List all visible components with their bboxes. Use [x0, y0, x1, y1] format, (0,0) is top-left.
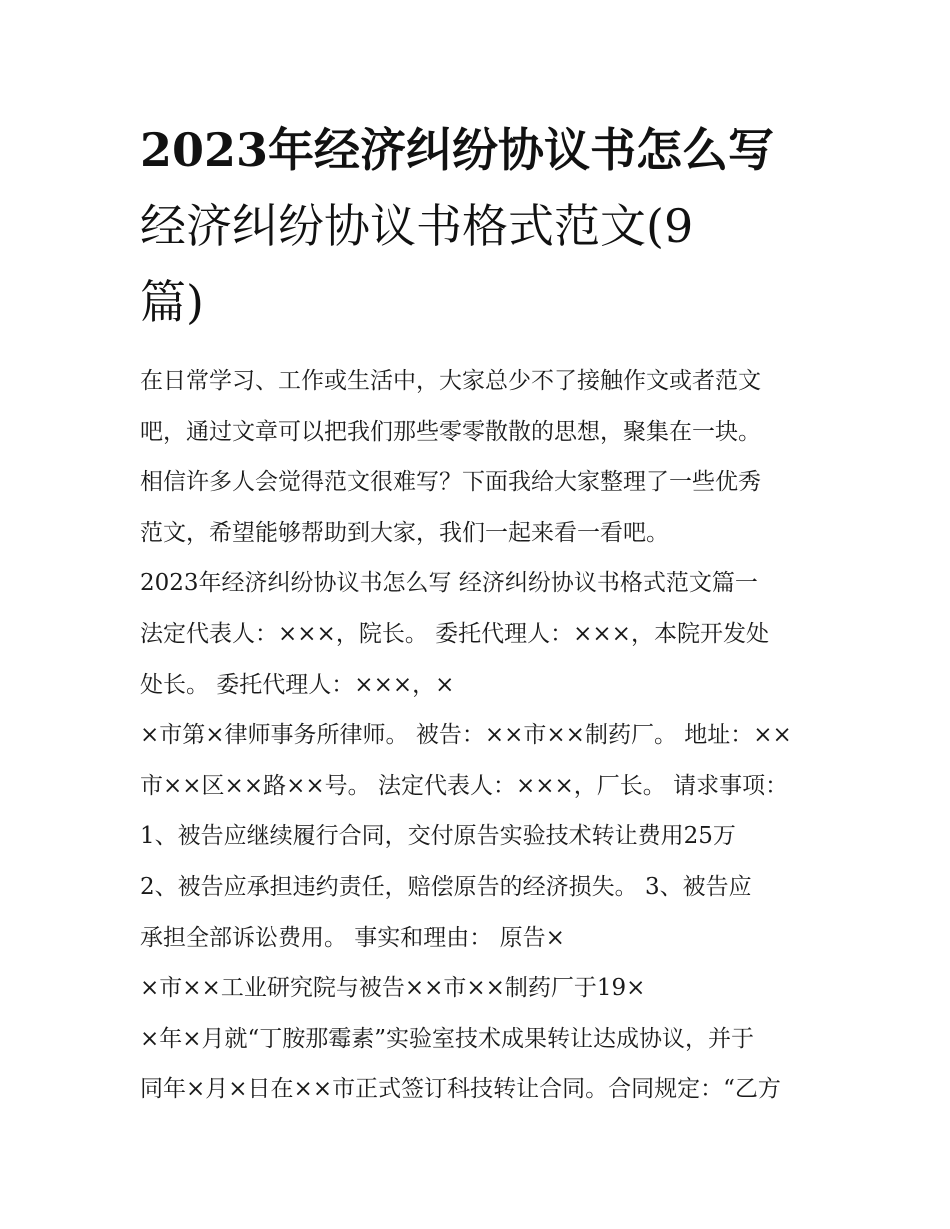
- body-line: 同年×月×日在××市正式签订科技转让合同。合同规定：“乙方: [140, 1076, 781, 1103]
- body-line: 市××区××路××号。 法定代表人：×××，厂长。 请求事项：: [140, 772, 789, 799]
- body-line: ×市××工业研究院与被告××市××制药厂于19×: [140, 975, 646, 1002]
- body-line: 2023年经济纠纷协议书怎么写 经济纠纷协议书格式范文篇一: [140, 570, 758, 597]
- body-line: 承担全部诉讼费用。 事实和理由： 原告×: [140, 924, 565, 951]
- title-line: 经济纠纷协议书格式范文(9: [140, 199, 694, 253]
- body-line: 法定代表人：×××，院长。 委托代理人：×××，本院开发处: [140, 620, 769, 647]
- document-title: [140, 112, 820, 340]
- body-line: 范文，希望能够帮助到大家，我们一起来看一看吧。: [140, 519, 669, 546]
- body-line: 吧，通过文章可以把我们那些零零散散的思想，聚集在一块。: [140, 418, 761, 445]
- title-line: 2023年经济纠纷协议书怎么写: [140, 123, 775, 177]
- body-line: 相信许多人会觉得范文很难写？下面我给大家整理了一些优秀: [140, 469, 761, 496]
- body-line: 1、被告应继续履行合同，交付原告实验技术转让费用25万: [140, 823, 736, 850]
- body-line: 在日常学习、工作或生活中，大家总少不了接触作文或者范文: [140, 368, 761, 394]
- body-line: 2、被告应承担违约责任，赔偿原告的经济损失。 3、被告应: [140, 873, 752, 900]
- body-line: 处长。 委托代理人：×××，×: [140, 671, 455, 698]
- body-line: ×市第×律师事务所律师。 被告：××市××制药厂。 地址：××: [140, 722, 792, 749]
- document-body: [140, 356, 830, 1115]
- title-line: 篇): [140, 275, 204, 329]
- body-line: ×年×月就“丁胺那霉素”实验室技术成果转让达成协议，并于: [140, 1025, 755, 1052]
